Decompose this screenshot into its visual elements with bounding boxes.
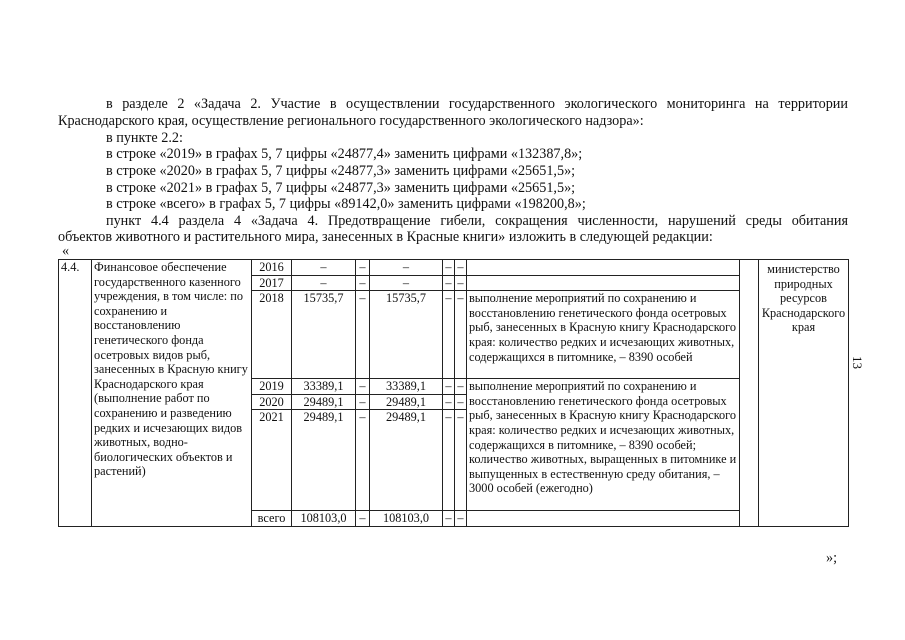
paragraph-line-3: в пункте 2.2: — [106, 130, 183, 146]
value-cell: – — [370, 275, 443, 291]
result-cell-empty — [467, 260, 740, 276]
year-cell: 2020 — [252, 394, 292, 410]
value-cell: – — [356, 260, 370, 276]
paragraph-line-9: объектов животного и растительного мира, занесенных в Красные книги» изложить в следующей редакции: — [58, 229, 713, 245]
value-cell: 29489,1 — [370, 410, 443, 511]
value-cell: – — [443, 275, 455, 291]
value-cell: – — [443, 511, 455, 527]
value-cell: – — [455, 275, 467, 291]
result-2019-2021: выполнение мероприятий по сохранению и восстановлению генетического фонда осетровых рыб, занесенных в Красную книгу Краснодарского края: количество редких и исчезающих животных, содержащихся в питомнике, – 8390 особей; количество животных, выращенных в питомнике и выпущенных в естественную среду обитания, – 3000 особей (ежегодно) — [467, 379, 740, 511]
value-cell: 108103,0 — [370, 511, 443, 527]
value-cell: – — [443, 260, 455, 276]
value-cell: 108103,0 — [292, 511, 356, 527]
value-cell: 15735,7 — [370, 291, 443, 379]
value-cell: – — [356, 394, 370, 410]
value-cell: – — [370, 260, 443, 276]
value-cell: – — [292, 275, 356, 291]
value-cell: – — [292, 260, 356, 276]
paragraph-line-4: в строке «2019» в графах 5, 7 цифры «24877,4» заменить цифрами «132387,8»; — [106, 146, 583, 162]
result-cell-empty — [467, 275, 740, 291]
value-cell: 29489,1 — [292, 394, 356, 410]
page-number: 13 — [850, 356, 865, 369]
value-cell: – — [443, 394, 455, 410]
value-cell: – — [356, 511, 370, 527]
value-cell: – — [356, 275, 370, 291]
value-cell: – — [455, 260, 467, 276]
paragraph-line-5: в строке «2020» в графах 5, 7 цифры «24877,3» заменить цифрами «25651,5»; — [106, 163, 576, 179]
year-cell: 2021 — [252, 410, 292, 511]
value-cell: – — [455, 379, 467, 395]
value-cell: 33389,1 — [292, 379, 356, 395]
result-2018: выполнение мероприятий по сохранению и восстановлению генетического фонда осетровых рыб, занесенных в Красную книгу Краснодарского края: количество редких и исчезающих животных, содержащихся в питомнике, – 8390 особей — [467, 291, 740, 379]
value-cell: – — [455, 511, 467, 527]
value-cell: – — [356, 379, 370, 395]
responsible-executor: министерство природных ресурсов Краснодарского края — [759, 260, 849, 527]
value-cell: – — [443, 291, 455, 379]
value-cell: – — [356, 291, 370, 379]
spacer-cell — [740, 260, 759, 527]
value-cell: 29489,1 — [292, 410, 356, 511]
open-quote: « — [62, 243, 70, 259]
value-cell: – — [455, 410, 467, 511]
value-cell: 33389,1 — [370, 379, 443, 395]
year-cell: 2018 — [252, 291, 292, 379]
year-cell: 2019 — [252, 379, 292, 395]
value-cell: – — [443, 410, 455, 511]
value-cell: 15735,7 — [292, 291, 356, 379]
value-cell: – — [455, 291, 467, 379]
paragraph-line-8: пункт 4.4 раздела 4 «Задача 4. Предотвращение гибели, сокращения численности, нарушений среды обитания — [106, 213, 848, 229]
value-cell: – — [443, 379, 455, 395]
value-cell: – — [455, 394, 467, 410]
value-cell: 29489,1 — [370, 394, 443, 410]
close-quote: »; — [826, 550, 838, 566]
year-cell: 2017 — [252, 275, 292, 291]
value-cell: – — [356, 410, 370, 511]
paragraph-line-7: в строке «всего» в графах 5, 7 цифры «89142,0» заменить цифрами «198200,8»; — [106, 196, 586, 212]
year-cell-total: всего — [252, 511, 292, 527]
paragraph-line-6: в строке «2021» в графах 5, 7 цифры «24877,3» заменить цифрами «25651,5»; — [106, 180, 576, 196]
paragraph-line-2: Краснодарского края, осуществление регионального государственного экологического надзора»: — [58, 113, 644, 129]
item-description: Финансовое обеспечение государственного казенного учреждения, в том числе: по сохранению и восстановлению генетического фонда осетровых видов рыб, занесенных в Красную книгу Краснодарского края (выполнение работ по сохранению и разведению редких и исчезающих видов животных, водно-биологических объектов и растений) — [92, 260, 252, 527]
year-cell: 2016 — [252, 260, 292, 276]
program-table — [58, 259, 849, 527]
item-number: 4.4. — [59, 260, 92, 527]
paragraph-line-1: в разделе 2 «Задача 2. Участие в осуществлении государственного экологического мониторинга на территории — [106, 96, 848, 112]
result-cell-empty — [467, 511, 740, 527]
